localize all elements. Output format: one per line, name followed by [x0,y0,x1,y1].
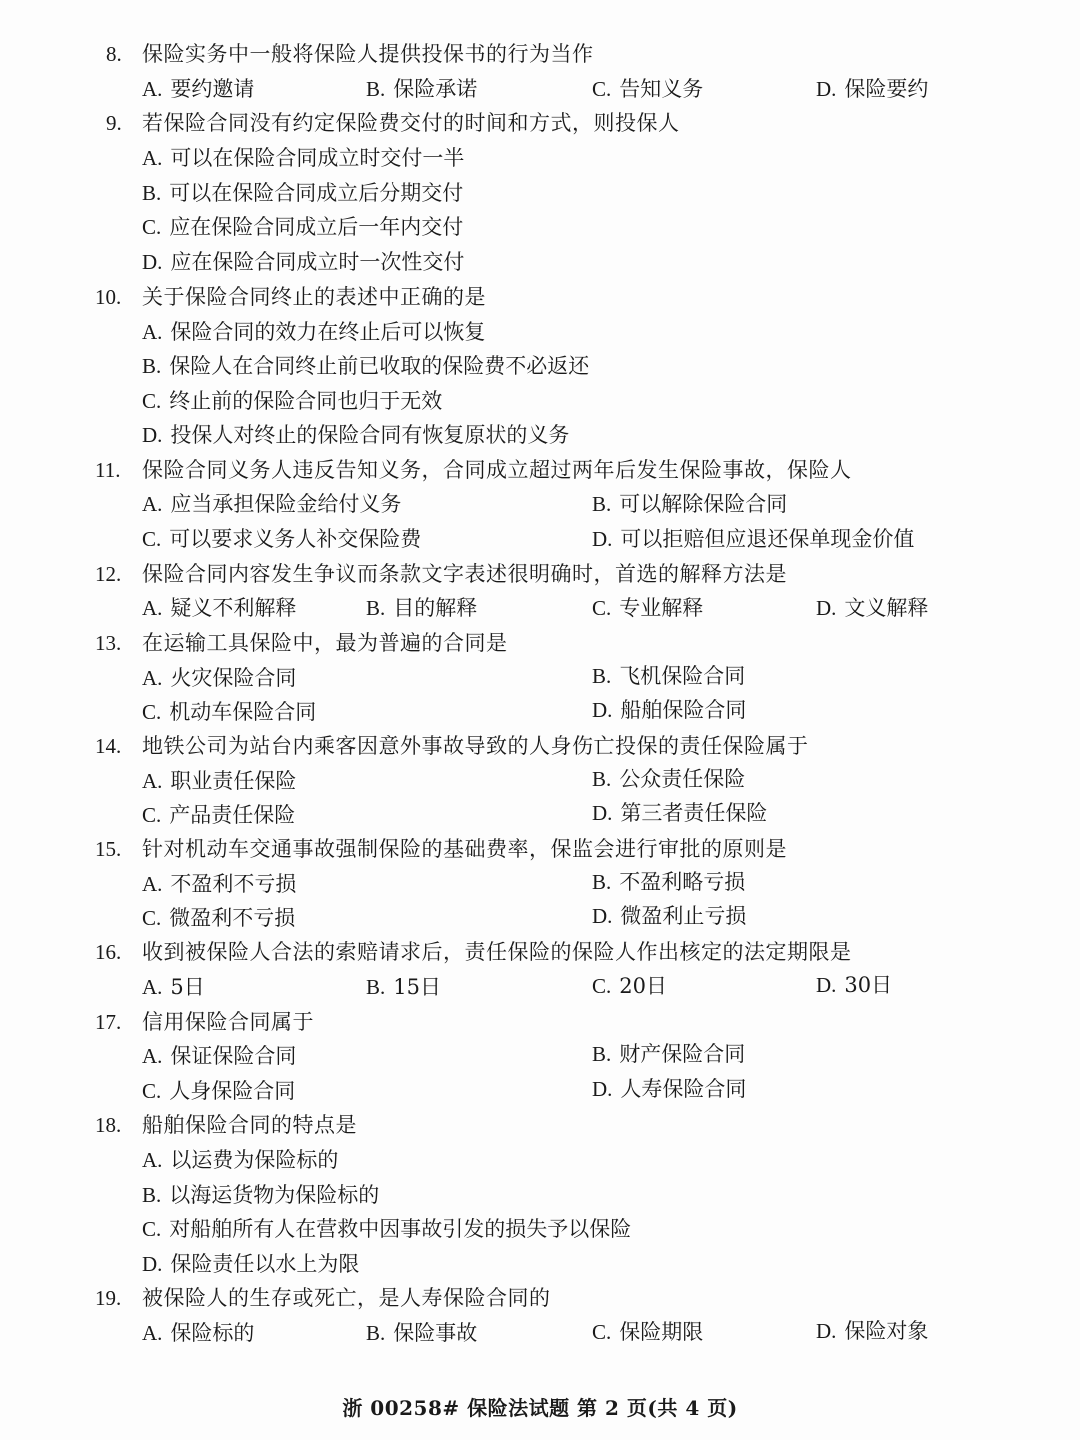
option-c: C. 可以要求义务人补交保险费 [142,527,422,551]
option-d: D. 应在保险合同成立时一次性交付 [142,250,465,274]
option-d: D. 保险责任以水上为限 [142,1252,360,1276]
option-a: A. 不盈利不亏损 [142,872,297,896]
option-d: D. 微盈利止亏损 [592,904,747,928]
option-c: C. 对船舶所有人在营救中因事故引发的损失予以保险 [142,1217,632,1241]
question-stem: 信用保险合同属于 [142,1010,314,1034]
question-stem: 船舶保险合同的特点是 [142,1113,357,1137]
option-c: C. 保险期限 [592,1320,704,1344]
question-stem: 保险实务中一般将保险人提供投保书的行为当作 [142,42,594,66]
question-stem: 针对机动车交通事故强制保险的基础费率，保监会进行审批的原则是 [142,837,787,861]
option-a: A. 可以在保险合同成立时交付一半 [142,146,465,170]
option-b: B. 飞机保险合同 [592,664,746,688]
option-b: B. 15日 [366,975,441,999]
question-number: 12. [95,562,122,586]
option-b: B. 以海运货物为保险标的 [142,1183,380,1207]
option-a: A. 要约邀请 [142,77,255,101]
option-d: D. 保险对象 [816,1319,929,1343]
option-a: A. 保险标的 [142,1321,255,1345]
option-c: C. 应在保险合同成立后一年内交付 [142,215,464,239]
question-number: 14. [95,734,122,758]
question-stem: 地铁公司为站台内乘客因意外事故导致的人身伤亡投保的责任保险属于 [142,734,809,758]
option-d: D. 人寿保险合同 [592,1077,747,1101]
option-c: C. 产品责任保险 [142,803,296,827]
option-c: C. 人身保险合同 [142,1079,296,1103]
option-a: A. 火灾保险合同 [142,666,297,690]
question-number: 15. [95,837,122,861]
option-b: B. 保险人在合同终止前已收取的保险费不必返还 [142,354,590,378]
option-a: A. 以运费为保险标的 [142,1148,339,1172]
question-number: 16. [95,940,122,964]
option-c: C. 20日 [592,974,667,998]
option-b: B. 保险事故 [366,1321,478,1345]
option-b: B. 不盈利略亏损 [592,870,746,894]
option-a: A. 应当承担保险金给付义务 [142,492,402,516]
question-number: 13. [95,631,122,655]
option-d: D. 30日 [816,973,893,997]
option-b: B. 公众责任保险 [592,767,746,791]
option-d: D. 第三者责任保险 [592,801,768,825]
option-c: C. 微盈利不亏损 [142,906,296,930]
option-b: B. 目的解释 [366,596,478,620]
option-d: D. 文义解释 [816,596,929,620]
question-number: 11. [95,458,121,482]
question-number: 19. [95,1286,122,1310]
question-number: 8. [106,42,122,66]
option-d: D. 保险要约 [816,77,929,101]
option-b: B. 可以在保险合同成立后分期交付 [142,181,464,205]
question-stem: 收到被保险人合法的索赔请求后，责任保险的保险人作出核定的法定期限是 [142,940,852,964]
question-number: 9. [106,111,122,135]
option-a: A. 职业责任保险 [142,769,297,793]
option-d: D. 投保人对终止的保险合同有恢复原状的义务 [142,423,570,447]
option-c: C. 专业解释 [592,596,704,620]
option-d: D. 船舶保险合同 [592,698,747,722]
question-number: 18. [95,1113,122,1137]
question-number: 10. [95,285,122,309]
option-d: D. 可以拒赔但应退还保单现金价值 [592,527,915,551]
option-b: B. 可以解除保险合同 [592,492,788,516]
option-a: A. 疑义不利解释 [142,596,297,620]
question-stem: 保险合同内容发生争议而条款文字表述很明确时，首选的解释方法是 [142,562,787,586]
option-c: C. 机动车保险合同 [142,700,317,724]
question-stem: 若保险合同没有约定保险费交付的时间和方式，则投保人 [142,111,680,135]
option-b: B. 保险承诺 [366,77,478,101]
option-c: C. 告知义务 [592,77,704,101]
option-c: C. 终止前的保险合同也归于无效 [142,389,443,413]
option-a: A. 保险合同的效力在终止后可以恢复 [142,320,486,344]
page-footer: 浙 00258# 保险法试题 第 2 页(共 4 页) [342,1396,738,1420]
question-stem: 保险合同义务人违反告知义务，合同成立超过两年后发生保险事故，保险人 [142,458,852,482]
option-b: B. 财产保险合同 [592,1042,746,1066]
option-a: A. 保证保险合同 [142,1044,297,1068]
option-a: A. 5日 [142,975,205,999]
question-stem: 关于保险合同终止的表述中正确的是 [142,285,486,309]
question-stem: 在运输工具保险中，最为普遍的合同是 [142,631,508,655]
question-stem: 被保险人的生存或死亡，是人寿保险合同的 [142,1286,551,1310]
question-number: 17. [95,1010,122,1034]
